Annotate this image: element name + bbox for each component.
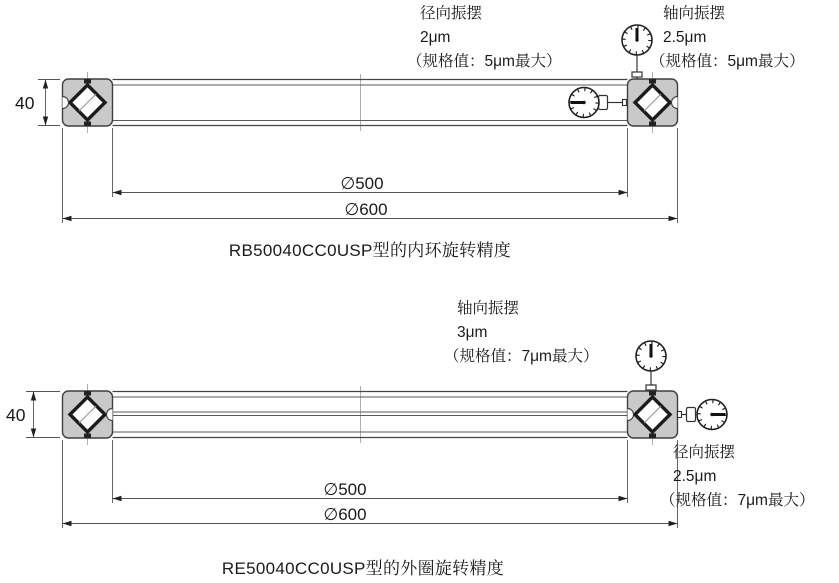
section-height-dim: 40 [15, 93, 35, 113]
axial-runout-value: 3μm [457, 324, 488, 341]
radial-runout-value: 2.5μm [673, 468, 717, 485]
plug-mark [84, 122, 91, 127]
dimension-height-40 [38, 80, 60, 126]
dial-indicator-radial-icon [678, 400, 728, 430]
axial-runout-spec: （规格值：5μm最大） [650, 53, 805, 70]
plug-mark [649, 434, 656, 439]
dimension-inner-diameter [113, 440, 628, 503]
axial-runout-value: 2.5μm [663, 29, 707, 46]
dimension-height-40 [26, 392, 60, 438]
dial-indicator-axial-icon [636, 341, 666, 392]
axial-runout-label: 轴向振摆 [457, 300, 520, 317]
diagram-caption-rb: RB50040CC0USP型的内环旋转精度 [228, 241, 512, 260]
dial-indicator-radial-icon [569, 88, 627, 118]
outer-diameter-dim: ∅600 [323, 505, 367, 524]
plug-mark [649, 122, 656, 127]
inner-diameter-dim: ∅500 [340, 174, 384, 193]
radial-runout-spec: （规格值：5μm最大） [407, 53, 562, 70]
radial-runout-value: 2μm [420, 29, 451, 46]
left-ring-section [63, 391, 113, 438]
dial-indicator-axial-icon [622, 25, 652, 80]
section-height-dim: 40 [6, 405, 26, 425]
radial-runout-spec: （规格值：7μm最大） [660, 492, 815, 509]
radial-runout-label: 径向振摆 [420, 5, 483, 22]
axial-runout-spec: （规格值：7μm最大） [444, 348, 599, 365]
plug-mark [649, 79, 656, 84]
plug-mark [84, 434, 91, 439]
plug-mark [84, 79, 91, 84]
plug-mark [649, 391, 656, 396]
dimension-outer-diameter [63, 440, 678, 528]
right-ring-section [628, 79, 678, 126]
bearing-drawing-re [26, 341, 727, 528]
diagram-caption-re: RE50040CC0USP型的外圈旋转精度 [221, 559, 505, 578]
left-ring-section [63, 79, 113, 126]
inner-diameter-dim: ∅500 [323, 480, 367, 499]
plug-mark [84, 391, 91, 396]
radial-runout-label: 径向振摆 [673, 444, 736, 461]
outer-diameter-dim: ∅600 [344, 200, 388, 219]
axial-runout-label: 轴向振摆 [663, 5, 726, 22]
right-ring-section [628, 391, 678, 438]
